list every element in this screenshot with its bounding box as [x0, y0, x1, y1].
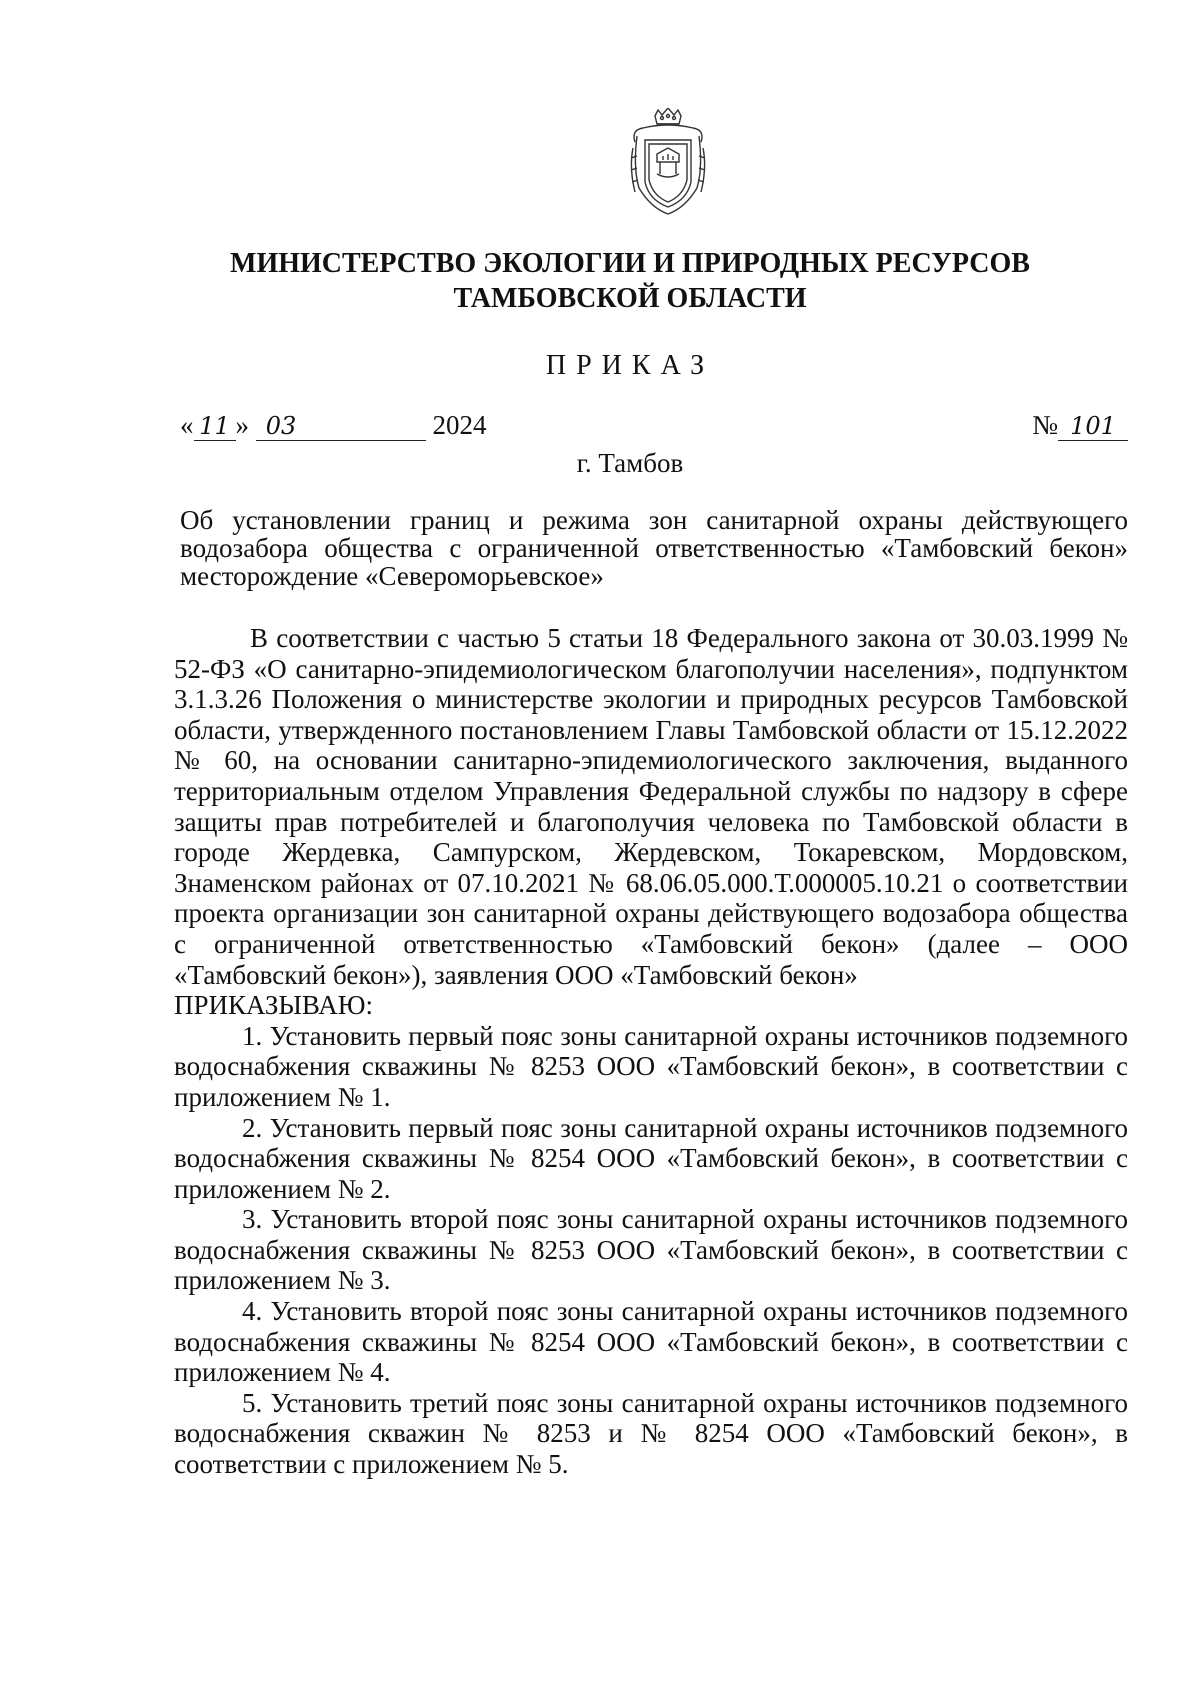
order-item-2: 2. Установить первый пояс зоны санитарной охраны источников подземного водоснабжения скважины № 8254 ООО «Тамбовский бекон», в соответствии с приложением № 2. [174, 1112, 1128, 1204]
preamble-paragraph: В соответствии с частью 5 статьи 18 Федерального закона от 30.03.1999 № 52-ФЗ «О санитарно-эпидемиологическом благополучии населения», подпунктом 3.1.3.26 Положения о министерстве экологии и природных ресурсов Тамбовской области, утвержденного постановлением Главы Тамбовской области от 15.12.2022 № 60, на основании санитарно-эпидемиологического заключения, выданного территориальным отделом Управления Федеральной службы по надзору в сфере защиты прав потребителей и благополучия человека по Тамбовской области в городе Жердевка, Сампурском, Жердевском, Токаревском, Мордовском, Знаменском районах от 07.10.2021 № 68.06.05.000.Т.000005.10.21 о соответствии проекта организации зон санитарной охраны действующего водозабора общества с ограниченной ответственностью «Тамбовский бекон» (далее – ООО «Тамбовский бекон»), заявления ООО «Тамбовский бекон» [174, 623, 1128, 990]
date-year: 2024 [432, 410, 487, 440]
date-open-quote: « [180, 410, 194, 440]
ministry-name-line1: МИНИСТЕРСТВО ЭКОЛОГИИ И ПРИРОДНЫХ РЕСУРСОВ [230, 248, 1030, 279]
date-month: 03 [256, 412, 426, 441]
order-subject: Об установлении границ и режима зон санитарной охраны действующего водозабора общества с ограниченной ответственностью «Тамбовский бекон» месторождение «Североморьевское» [180, 505, 1128, 591]
document-type-title: ПРИКАЗ [545, 350, 715, 381]
order-item-5: 5. Установить третий пояс зоны санитарной охраны источников подземного водоснабжения скважин № 8253 и № 8254 ООО «Тамбовский бекон», в соответствии с приложением № 5. [174, 1387, 1128, 1480]
ministry-name-line2: ТАМБОВСКОЙ ОБЛАСТИ [453, 283, 807, 314]
coat-of-arms-icon [627, 108, 709, 216]
order-item-3: 3. Установить второй пояс зоны санитарной охраны источников подземного водоснабжения скважины № 8253 ООО «Тамбовский бекон», в соответствии с приложением № 3. [174, 1204, 1128, 1296]
order-body [174, 623, 1128, 1480]
date-day: 11 [194, 412, 236, 441]
ministry-name [180, 246, 1080, 316]
order-date [180, 410, 487, 441]
order-item-4: 4. Установить второй пояс зоны санитарной охраны источников подземного водоснабжения скважины № 8254 ООО «Тамбовский бекон», в соответствии с приложением № 4. [174, 1296, 1128, 1388]
order-number [1032, 410, 1128, 441]
order-item-1: 1. Установить первый пояс зоны санитарной охраны источников подземного водоснабжения скважины № 8253 ООО «Тамбовский бекон», в соответствии с приложением № 1. [174, 1020, 1128, 1112]
city-name: г. Тамбов [576, 448, 684, 478]
order-word: ПРИКАЗЫВАЮ: [174, 990, 373, 1021]
number-value: 101 [1058, 412, 1128, 441]
date-close-quote: » [235, 410, 249, 440]
number-prefix: № [1032, 410, 1058, 440]
